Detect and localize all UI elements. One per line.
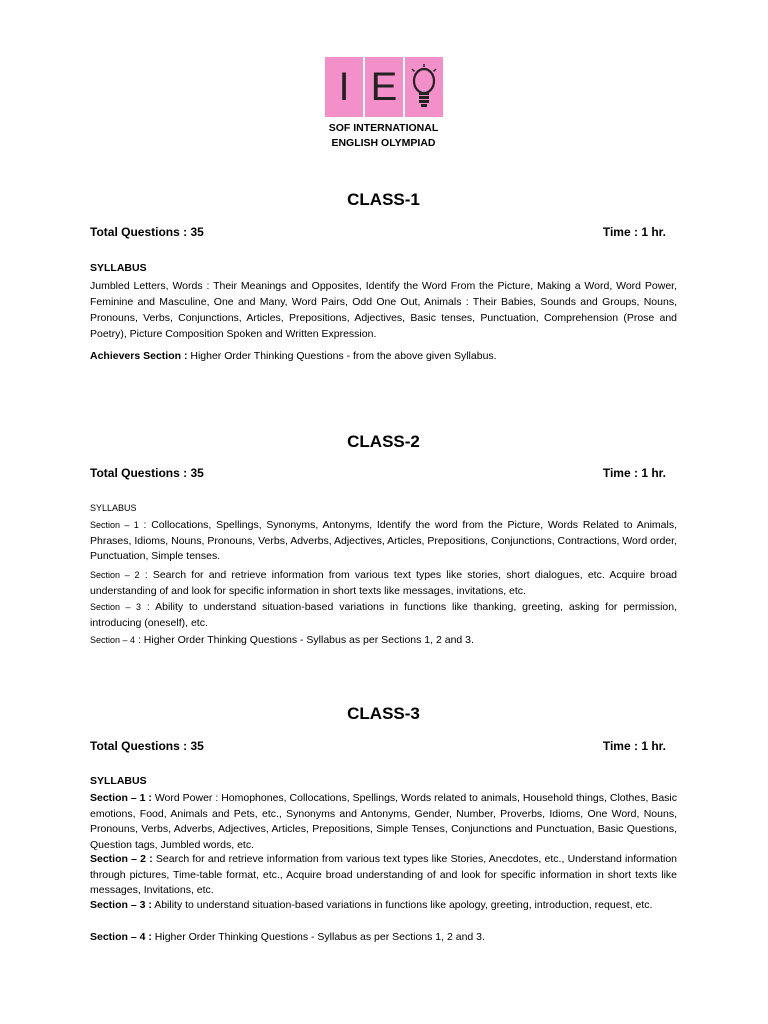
class-1-meta (90, 225, 666, 239)
logo-letter-i: I (325, 57, 363, 117)
class-2-section-4: Section – 4 : Higher Order Thinking Questions - Syllabus as per Sections 1, 2 and 3. (90, 634, 474, 646)
class-3-meta (90, 739, 666, 753)
logo-title-line1: SOF INTERNATIONAL (328, 122, 439, 134)
document-page (90, 0, 677, 1024)
achievers-label: Achievers Section : (90, 350, 188, 362)
class-1-syllabus-text: Jumbled Letters, Words : Their Meanings and Opposites, Identify the Word From the Picture, Making a Word, Word Power, Feminine and Masculine, One and Many, Word Pairs, Odd One Out, Animals : Their Babies, Sounds and Groups, Nouns, Pronouns, Verbs, Conjunctions, Articles, Prepositions, Adjectives, Basic tenses, Punctuation, Comprehension (Prose and Poetry), Picture Composition Spoken and Written Expression. (90, 280, 677, 340)
class-3-section-1: Section – 1 : Word Power : Homophones, Collocations, Spellings, Words related to animals, Household things, Clothes, Basic emotions, Food, Animals and Pets, etc., Synonyms and Antonyms, Gender, Number, Proverbs, Idioms, One Word, Nouns, Pronouns, Verbs, Adverbs, Adjectives, Articles, Prepositions, Simple Tenses, Conjunctions and Punctuation, Basic Questions, Question tags, Jumbled words, etc. (90, 792, 677, 851)
logo-letter-e: E (365, 57, 403, 117)
class-2-title: CLASS-2 (347, 432, 420, 451)
class-1-syllabus-heading: SYLLABUS (90, 262, 147, 274)
class-3-section-2: Section – 2 : Search for and retrieve information from various text types like Stories, Anecdotes, etc., Understand information through pictures, Time-table format, etc., Acquire broad understanding of and look for specific information in short texts like messages, Invitations, etc. (90, 853, 677, 896)
class-2-syllabus-heading: SYLLABUS (90, 503, 137, 513)
class-1-total-questions: Total Questions : 35 (90, 225, 204, 239)
ieo-logo (325, 57, 443, 117)
logo-title (90, 121, 677, 151)
light-bulb-icon (410, 64, 438, 110)
class-1-achievers (90, 348, 677, 364)
class-1-time: Time : 1 hr. (602, 225, 666, 239)
achievers-text: Higher Order Thinking Questions - from the above given Syllabus. (187, 350, 497, 362)
logo-title-line2: ENGLISH OLYMPIAD (331, 137, 436, 149)
class-2-section-1: Section – 1 : Collocations, Spellings, Synonyms, Antonyms, Identify the word from the Picture, Words Related to Animals, Phrases, Idioms, Nouns, Pronouns, Verbs, Adverbs, Adjectives, Articles, Prepositions, Conjunctions, Contractions, Word order, Punctuation, Simple tenses. (90, 519, 677, 562)
class-3-section-4: Section – 4 : Higher Order Thinking Questions - Syllabus as per Sections 1, 2 and 3. (90, 931, 485, 943)
class-1-title: CLASS-1 (347, 190, 420, 209)
class-3-time: Time : 1 hr. (602, 739, 666, 753)
bulb-icon (405, 57, 443, 117)
class-3-syllabus-heading: SYLLABUS (90, 775, 147, 787)
class-2-section-3: Section – 3 : Ability to understand situation-based variations in functions like thanking, greeting, asking for permission, introducing (oneself), etc. (90, 601, 677, 629)
class-3-total-questions: Total Questions : 35 (90, 739, 204, 753)
class-2-meta (90, 466, 666, 480)
class-3-title: CLASS-3 (347, 704, 420, 723)
class-2-total-questions: Total Questions : 35 (90, 466, 204, 480)
class-3-section-3: Section – 3 : Ability to understand situation-based variations in functions like apology, greeting, introduction, request, etc. (90, 899, 653, 911)
class-2-section-2: Section – 2 : Search for and retrieve information from various text types like stories, short dialogues, etc. Acquire broad understanding of and look for specific information in short texts like messages, invitations, etc. (90, 569, 677, 597)
class-2-time: Time : 1 hr. (602, 466, 666, 480)
